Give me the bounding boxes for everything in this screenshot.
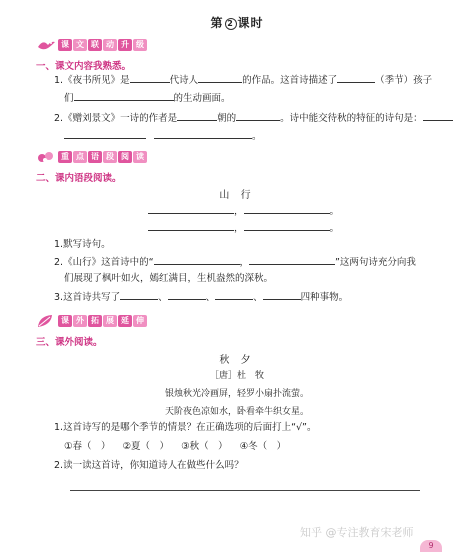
s3-options [64, 440, 286, 454]
text: 代诗人 [169, 75, 199, 86]
banner-char: 延 [118, 315, 132, 327]
section-2-heading: 二、课内语段阅读。 [36, 173, 122, 184]
text: 。诗中能交待秋的特征的诗句是： [280, 113, 423, 124]
banner-key-reading [36, 148, 148, 166]
poem-author: ［唐］杜 牧 [209, 371, 264, 381]
poem-line-2: 天阶夜色凉如水，卧看牵牛织女星。 [164, 407, 309, 417]
option-summer[interactable]: ②夏（ ） [122, 441, 170, 452]
answer-blank[interactable] [236, 111, 280, 121]
banner-char: 读 [133, 151, 147, 163]
answer-blank[interactable] [249, 255, 335, 265]
answer-blank[interactable] [244, 204, 330, 214]
answer-blank[interactable] [148, 204, 234, 214]
s2-question-3 [54, 290, 348, 305]
s1-question-1-line-1 [54, 73, 432, 88]
bird-icon [36, 37, 56, 53]
poem-recite-line-2: ， 。 [148, 221, 339, 236]
banner-char: 段 [103, 151, 117, 163]
banner-char: 阅 [118, 151, 132, 163]
banner-char: 外 [73, 315, 87, 327]
title-prefix: 第 [210, 16, 224, 30]
answer-blank[interactable] [198, 73, 242, 83]
answer-blank[interactable] [74, 91, 174, 101]
banner-cells [58, 315, 148, 327]
answer-blank[interactable] [423, 111, 453, 121]
banner-char: 级 [133, 39, 147, 51]
banner-extension [36, 312, 148, 330]
leaf-icon [36, 313, 56, 329]
text: 的生动画面。 [173, 93, 231, 104]
banner-char: 展 [103, 315, 117, 327]
text: 四种事物。 [300, 292, 349, 303]
banner-char: 文 [73, 39, 87, 51]
text: 2.《赠刘景文》一诗的作者是 [54, 113, 178, 124]
banner-char: 升 [118, 39, 132, 51]
text: 的作品。这首诗描述了 [242, 75, 338, 86]
banner-char: 拓 [88, 315, 102, 327]
title-suffix: 课时 [237, 16, 264, 30]
option-autumn[interactable]: ③秋（ ） [181, 441, 228, 452]
answer-blank[interactable] [64, 129, 146, 139]
section-1-heading: 一、课文内容我熟悉。 [36, 61, 132, 72]
answer-blank[interactable] [263, 290, 301, 300]
s1-question-2-line-2 [64, 129, 262, 144]
text: 、 [158, 292, 168, 303]
option-spring[interactable]: ①春（ ） [64, 441, 111, 452]
banner-cells [58, 151, 148, 163]
banner-char: 联 [88, 39, 102, 51]
s2-question-2-line-1: 2.《山行》这首诗中的“ ， ”这两句诗充分向我 [54, 257, 416, 268]
text: 、 [205, 292, 216, 303]
poem-line-1: 银烛秋光冷画屏，轻罗小扇扑流萤。 [164, 389, 309, 399]
s2-question-2-line-2: 们展现了枫叶如火，嫣红满目，生机盎然的深秋。 [64, 273, 274, 284]
section-3-heading: 三、课外阅读。 [36, 337, 103, 348]
text: 3.这首诗共写了 [54, 292, 121, 303]
answer-blank[interactable] [154, 255, 240, 265]
banner-char: 语 [88, 151, 102, 163]
answer-blank[interactable] [215, 290, 253, 300]
s3-question-1: 1.这首诗写的是哪个季节的情景？在正确选项的后面打上“√”。 [54, 422, 317, 433]
answer-blank[interactable] [244, 221, 330, 231]
flower-icon [36, 149, 56, 165]
answer-line[interactable] [70, 490, 420, 491]
text: 们 [64, 93, 74, 104]
text: 2.《山行》这首诗中的“ [54, 257, 154, 268]
banner-char: 动 [103, 39, 117, 51]
option-winter[interactable]: ④冬（ ） [239, 441, 287, 452]
watermark: 知乎 @专注教育宋老师 [300, 526, 414, 539]
answer-blank[interactable] [337, 73, 375, 83]
poem-title-shanxing: 山 行 [219, 190, 255, 201]
text: 1.《夜书所见》是 [54, 75, 130, 86]
title-number: 2 [225, 18, 237, 30]
banner-char: 点 [73, 151, 87, 163]
page-number: 9 [420, 540, 442, 552]
s1-question-2-line-1 [54, 111, 453, 126]
text: 、 [253, 292, 263, 303]
answer-blank[interactable] [168, 290, 206, 300]
s3-question-2: 2.读一读这首诗，你知道诗人在做些什么吗？ [54, 460, 244, 471]
banner-cells [58, 39, 148, 51]
poem-recite-line-1: ， 。 [148, 204, 339, 219]
answer-blank[interactable] [130, 73, 170, 83]
page-title [0, 14, 474, 31]
text: ”这两句诗充分向我 [335, 257, 416, 268]
answer-blank[interactable] [120, 290, 158, 300]
answer-blank[interactable] [177, 111, 217, 121]
banner-char: 课 [58, 315, 72, 327]
answer-blank[interactable] [148, 221, 234, 231]
s2-question-1: 1.默写诗句。 [54, 239, 111, 250]
banner-char: 伸 [133, 315, 147, 327]
poem-title-qiuxi: 秋 夕 [219, 355, 255, 366]
s1-question-1-line-2 [64, 91, 231, 106]
banner-char: 重 [58, 151, 72, 163]
banner-lesson-link [36, 36, 148, 54]
banner-char: 课 [58, 39, 72, 51]
text: 朝的 [217, 113, 237, 124]
text: 。 [252, 131, 262, 142]
text: （季节）孩子 [375, 75, 433, 86]
answer-blank[interactable] [154, 129, 252, 139]
